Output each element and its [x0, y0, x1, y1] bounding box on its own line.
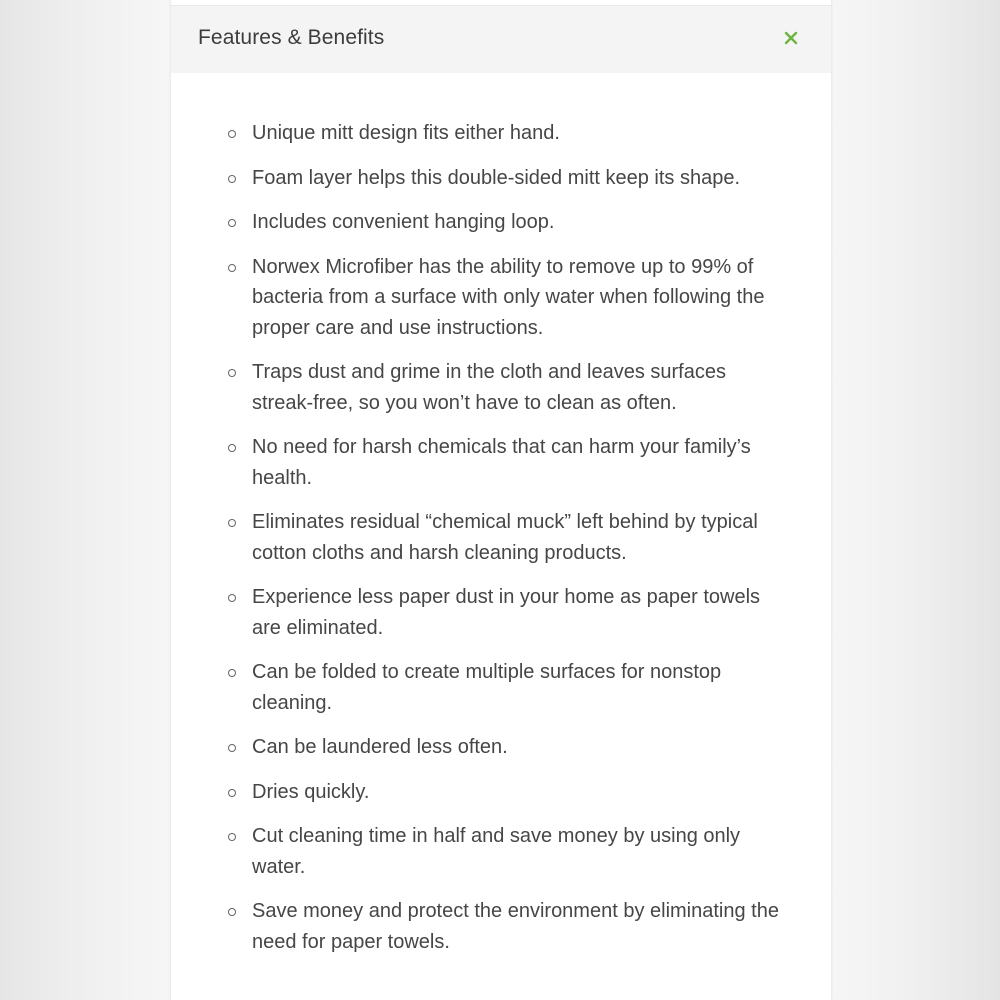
feature-text: Can be laundered less often.	[252, 736, 508, 758]
feature-text: Traps dust and grime in the cloth and leaves surfaces streak-free, so you won’t have to clean as often.	[252, 361, 726, 414]
list-item	[171, 507, 831, 568]
list-item	[171, 357, 831, 418]
feature-text: Experience less paper dust in your home as paper towels are eliminated.	[252, 586, 761, 639]
list-item	[171, 732, 831, 763]
feature-text: Foam layer helps this double-sided mitt keep its shape.	[252, 166, 741, 189]
list-item	[171, 432, 831, 493]
list-item	[171, 118, 831, 149]
feature-text: Save money and protect the environment by eliminating the need for paper towels.	[252, 900, 779, 953]
list-item	[171, 207, 831, 238]
bullet-icon	[228, 130, 236, 138]
bullet-icon	[228, 219, 236, 227]
bullet-icon	[228, 833, 236, 841]
bullet-icon	[228, 669, 236, 677]
feature-text: Can be folded to create multiple surfaces for nonstop cleaning.	[252, 661, 722, 714]
bullet-icon	[228, 594, 236, 602]
list-item	[171, 777, 831, 808]
feature-text: Dries quickly.	[252, 780, 370, 803]
feature-text: Includes convenient hanging loop.	[252, 211, 555, 233]
bullet-icon	[228, 175, 236, 183]
bullet-icon	[228, 789, 236, 797]
bullet-icon	[228, 519, 236, 527]
list-item	[171, 163, 831, 194]
bullet-icon	[228, 744, 236, 752]
list-item	[171, 896, 831, 957]
list-item	[171, 582, 831, 643]
feature-list	[171, 118, 831, 971]
list-item	[171, 252, 831, 344]
bullet-icon	[228, 908, 236, 916]
list-item	[171, 657, 831, 718]
bullet-icon	[228, 444, 236, 452]
bullet-icon	[228, 369, 236, 377]
features-panel	[170, 0, 832, 1000]
feature-text: Eliminates residual “chemical muck” left behind by typical cotton cloths and harsh cleaning products.	[252, 511, 758, 564]
feature-text: No need for harsh chemicals that can harm your family’s health.	[252, 436, 751, 489]
panel-header[interactable]	[171, 5, 831, 73]
feature-text: Cut cleaning time in half and save money by using only water.	[252, 825, 741, 878]
panel-title: Features & Benefits	[198, 26, 385, 49]
list-item	[171, 821, 831, 882]
close-button[interactable]	[779, 26, 803, 50]
feature-text: Norwex Microfiber has the ability to remove up to 99% of bacteria from a surface with only water when following the proper care and use instructions.	[252, 255, 765, 339]
feature-text: Unique mitt design fits either hand.	[252, 122, 560, 144]
close-icon	[779, 26, 803, 50]
bullet-icon	[228, 264, 236, 272]
